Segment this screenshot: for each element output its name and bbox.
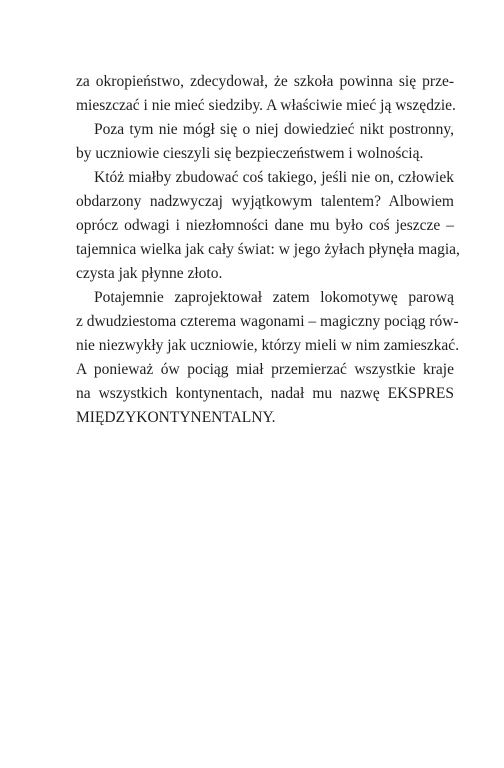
text-line: by uczniowie cieszyli się bezpieczeństwem i wolnością. [76,145,424,162]
text-line: A ponieważ ów pociąg miał przemierzać wszystkie kraje [76,361,454,378]
text-line: MIĘDZYKONTYNENTALNY. [76,409,276,426]
body-text [76,70,460,430]
text-line: na wszystkich kontynentach, nadał mu nazwę EKSPRES [76,385,454,402]
text-line: nie niezwykły jak uczniowie, którzy mieli w nim zamieszkać. [76,337,460,354]
text-line: obdarzony nadzwyczaj wyjątkowym talentem? Albowiem [76,193,454,210]
text-line: mieszczać i nie mieć siedziby. A właściwie mieć ją wszędzie. [76,97,456,114]
text-line: oprócz odwagi i niezłomności dane mu było coś jeszcze – [76,217,454,234]
text-line: z dwudziestoma czterema wagonami – magiczny pociąg rów- [76,313,459,330]
text-line: Któż miałby zbudować coś takiego, jeśli nie on, człowiek [94,169,454,186]
text-line: Potajemnie zaprojektował zatem lokomotywę parową [94,289,454,306]
text-line: czysta jak płynne złoto. [76,265,223,282]
text-line: za okropieństwo, zdecydował, że szkoła powinna się prze- [76,73,454,90]
text-line: Poza tym nie mógł się o niej dowiedzieć nikt postronny, [94,121,454,138]
text-line: tajemnica wielka jak cały świat: w jego żyłach płynęła magia, [76,241,460,258]
